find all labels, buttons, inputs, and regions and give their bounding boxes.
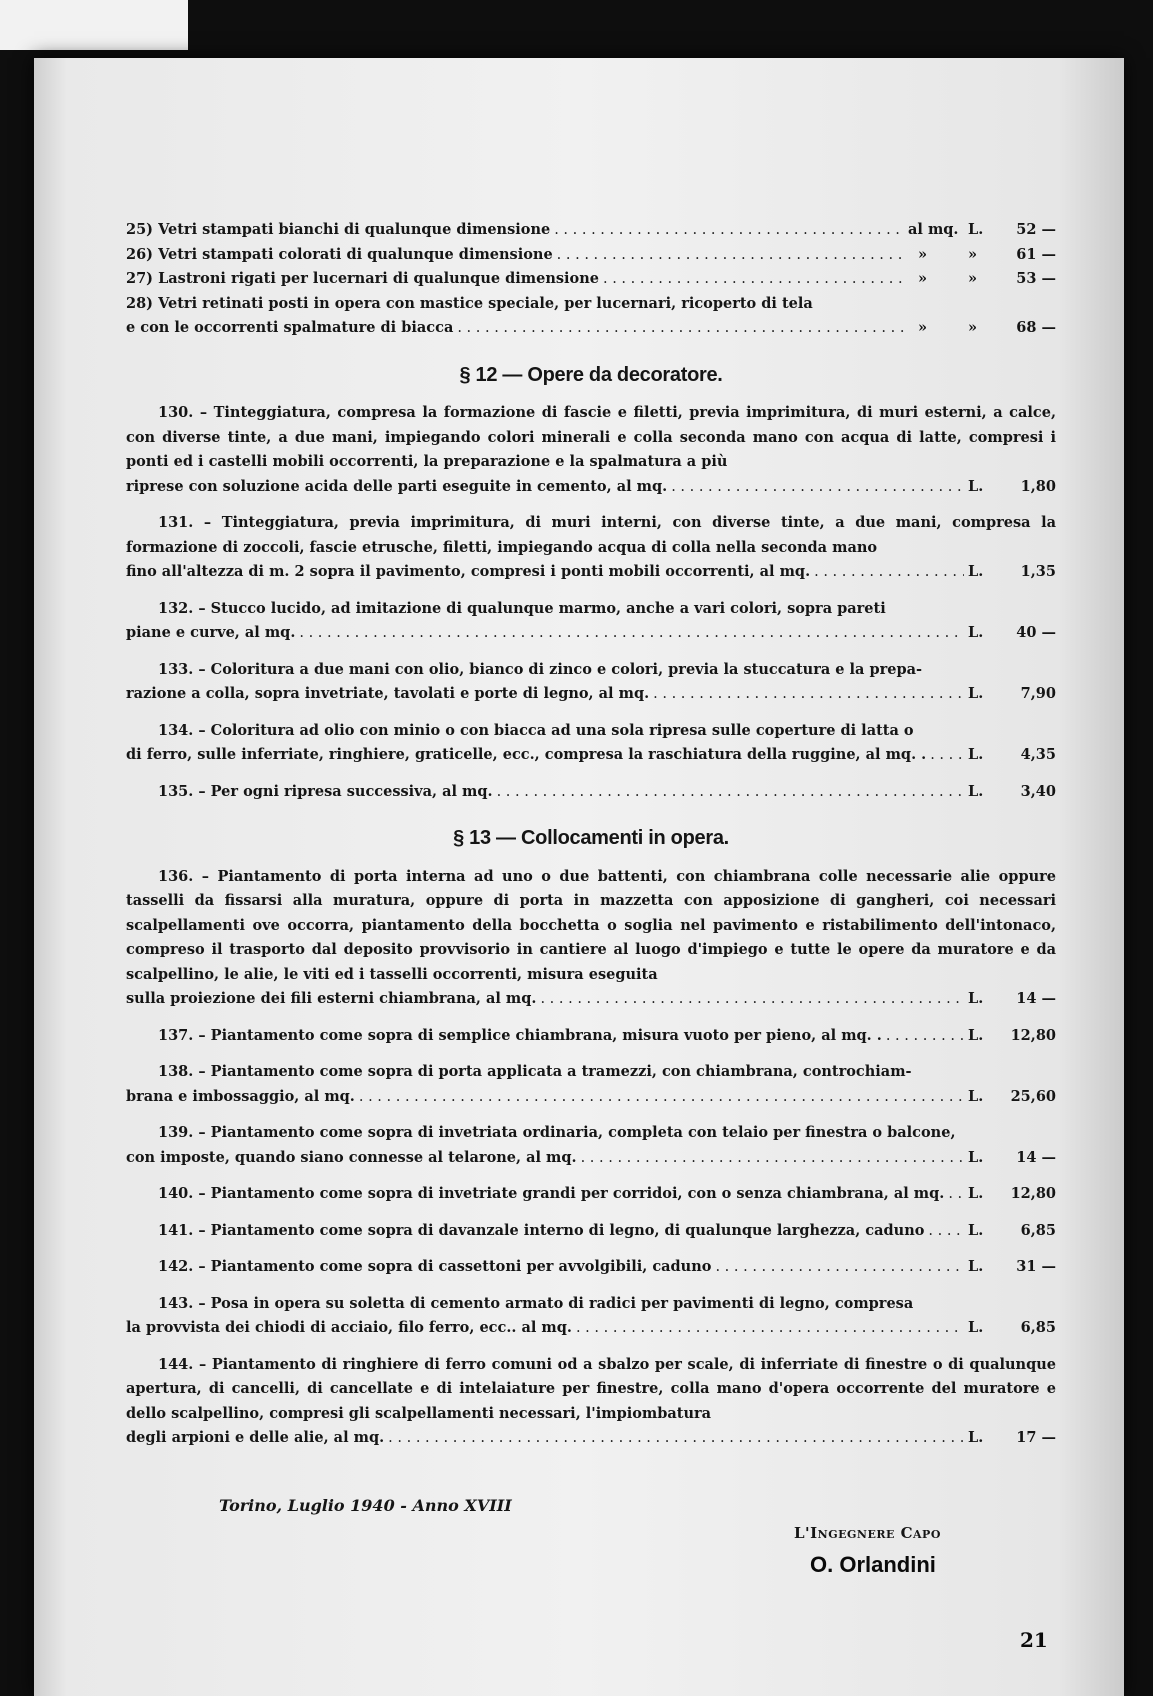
currency: L. [968,685,984,702]
unit: » [918,319,928,336]
currency: L. [968,990,984,1007]
entry-136: 136. – Piantamento di porta interna ad uno o due battenti, con chiambrana colle necessarie alie oppure tasselli da fissarsi alla muratura, oppure di porta in mazzetta con apposizione di gangheri, coi necessari scalpellamenti ove occorra, piantamento della bocchetta o soglia nel pavimento e ristabilimento dell'intonaco, compreso il trasporto dal deposito provvisorio in cantiere al luogo d'impiego e tutte le opere da muratore e da scalpellino, le alie, le viti ed i tasselli occorrenti, misura eseguita sulla proiezione dei fili esterni chiambrana, al mq. . . . L. 14 — [126,865,1056,1012]
amount: 14 — [1016,990,1056,1007]
currency: L. [968,221,984,238]
amount: 3,40 [1020,782,1056,800]
entry-140: 140. – Piantamento come sopra di invetriate grandi per corridoi, con o senza chiambrana, al mq. . . . L. 12,80 [126,1182,1056,1207]
amount: 61 — [1016,245,1056,263]
currency: L. [968,1258,984,1275]
currency: L. [968,782,984,800]
currency: L. [968,1026,984,1044]
entry-135: 135. – Per ogni ripresa successiva, al mq. . . . L. 3,40 [126,780,1056,805]
entry-137: 137. – Piantamento come sopra di semplice chiambrana, misura vuoto per pieno, al mq. . . . . L. 12,80 [126,1024,1056,1049]
entry-139: 139. – Piantamento come sopra di invetriata ordinaria, completa con telaio per finestra o balcone, con imposte, quando siano connesse al telarone, al mq. . . . L. 14 — [126,1121,1056,1170]
unit: al mq. [908,221,959,238]
page-number: 21 [1020,1628,1048,1652]
amount: 68 — [1016,319,1056,336]
unit: » [918,245,928,263]
entry-142: 142. – Piantamento come sopra di cassettoni per avvolgibili, caduno . . . L. 31 — [126,1255,1056,1280]
amount: 1,80 [1020,477,1056,495]
amount: 17 — [1016,1429,1056,1446]
currency: L. [968,477,984,495]
entry-138: 138. – Piantamento come sopra di porta applicata a tramezzi, con chiambrana, controchiam- brana e imbossaggio, al mq. . . . L. 25,60 [126,1060,1056,1109]
amount: 52 — [1016,221,1056,238]
place-date: Torino, Luglio 1940 - Anno XVIII [219,1496,512,1515]
scan-corner [0,0,188,50]
amount: 7,90 [1020,685,1056,702]
section-heading-13: § 13 — Collocamenti in opera. [453,827,729,849]
entry-134: 134. – Coloritura ad olio con minio o con biacca ad una sola ripresa sulle coperture di latta o di ferro, sulle inferriate, ringhiere, graticelle, ecc., compresa la raschiatura della ruggine, al mq. . . . . L. 4,35 [126,719,1056,768]
currency: L. [968,624,984,641]
amount: 6,85 [1020,1221,1056,1239]
entry-133: 133. – Coloritura a due mani con olio, bianco di zinco e colori, previa la stuccatura e la prepa- razione a colla, sopra invetriate, tavolati e porte di legno, al mq. . . . L. 7,90 [126,658,1056,707]
section-heading-12: § 12 — Opere da decoratore. [459,363,723,386]
list-item-25: 25) Vetri stampati bianchi di qualunque dimensione . . . al mq. L. 52 — [126,218,1056,243]
amount: 6,85 [1020,1319,1056,1336]
page-content [126,218,1056,1463]
currency: L. [968,563,984,580]
document-page [34,58,1124,1696]
amount: 40 — [1016,624,1056,641]
entry-144: 144. – Piantamento di ringhiere di ferro comuni od a sbalzo per scale, di inferriate di finestre o di qualunque apertura, di cancelli, di cancellate e di intelaiature per finestre, colla mano d'opera occorrente del muratore e dello scalpellino, compresi gli scalpellamenti necessari, l'impiombatura degli arpioni e delle alie, al mq. . . . L. 17 — [126,1353,1056,1451]
currency: L. [968,1319,984,1336]
entry-141: 141. – Piantamento come sopra di davanzale interno di legno, di qualunque larghezza, caduno . . . L. 6,85 [126,1219,1056,1244]
amount: 12,80 [1010,1185,1056,1202]
currency: L. [968,1087,984,1105]
amount: 4,35 [1020,746,1056,763]
list-item-27: 27) Lastroni rigati per lucernari di qualunque dimensione . . . » » 53 — [126,267,1056,292]
currency: L. [968,1185,984,1202]
entry-131: 131. – Tinteggiatura, previa imprimitura, di muri interni, con diverse tinte, a due mani, compresa la formazione di zoccoli, fascie etrusche, filetti, impiegando acqua di colla nella seconda mano fino all'altezza di m. 2 sopra il pavimento, compresi i ponti mobili occorrenti, al mq. . . . L. 1,35 [126,511,1056,585]
entry-143: 143. – Posa in opera su soletta di cemento armato di radici per pavimenti di legno, compresa la provvista dei chiodi di acciaio, filo ferro, ecc.. al mq. . . . L. 6,85 [126,1292,1056,1341]
entry-130: 130. – Tinteggiatura, compresa la formazione di fascie e filetti, previa imprimitura, di muri esterni, a calce, con diverse tinte, a due mani, impiegando colori minerali e colla seconda mano con acqua di latte, compresi i ponti ed i castelli mobili occorrenti, la preparazione e la spalmatura a più riprese con soluzione acida delle parti eseguite in cemento, al mq. . . . L. 1,80 [126,401,1056,499]
entry-132: 132. – Stucco lucido, ad imitazione di qualunque marmo, anche a vari colori, sopra pareti piane e curve, al mq. . . . L. 40 — [126,597,1056,646]
amount: 14 — [1016,1148,1056,1166]
list-item-28: 28) Vetri retinati posti in opera con mastice speciale, per lucernari, ricoperto di tela e con le occorrenti spalmature di biacca . . . » » 68 — [126,292,1056,341]
signature-name: O. Orlandini [810,1552,936,1577]
currency: L. [968,1148,984,1166]
currency: L. [968,746,984,763]
signature-title: L'Ingegnere Capo [794,1524,941,1542]
currency: L. [968,1221,984,1239]
amount: 25,60 [1010,1087,1056,1105]
currency: » [968,319,978,336]
unit: » [918,270,928,287]
currency: L. [968,1429,984,1446]
list-item-26: 26) Vetri stampati colorati di qualunque dimensione . . . » » 61 — [126,243,1056,268]
currency: » [968,245,978,263]
amount: 53 — [1016,270,1056,287]
amount: 12,80 [1010,1026,1056,1044]
amount: 1,35 [1020,563,1056,580]
currency: » [968,270,978,287]
amount: 31 — [1016,1258,1056,1275]
